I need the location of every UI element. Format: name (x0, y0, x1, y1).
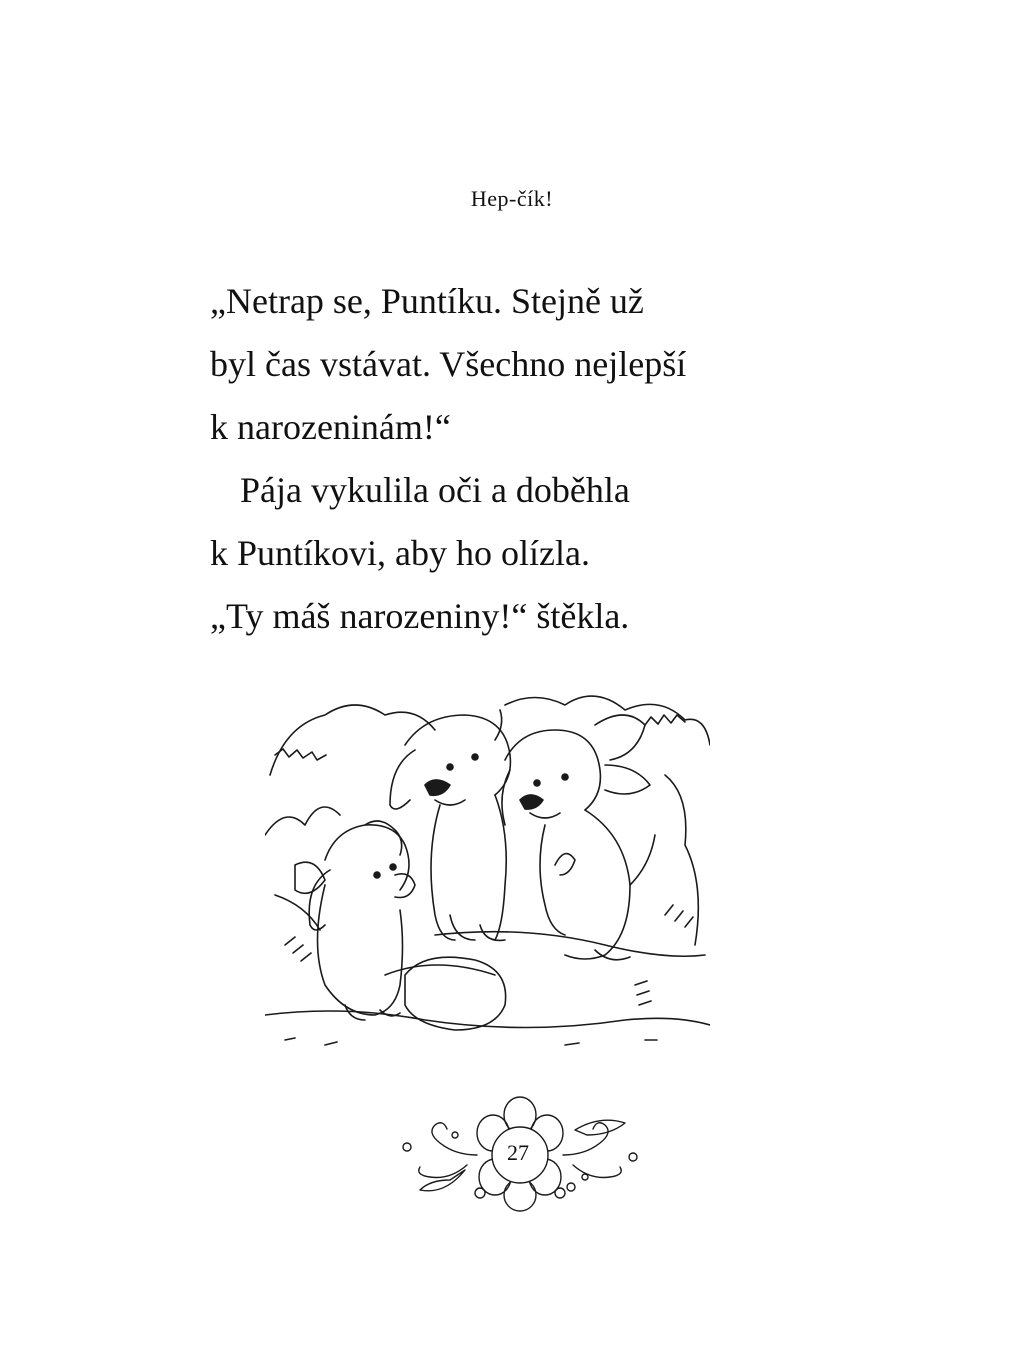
puppies-illustration-icon (265, 685, 710, 1060)
story-line: byl čas vstávat. Všechno nejlepší (210, 344, 687, 384)
story-text (210, 270, 810, 648)
running-header: Hep-čík! (470, 186, 554, 211)
story-line: Pája vykulila oči a doběhla (240, 470, 630, 510)
page-number: 27 (507, 1140, 529, 1165)
story-line: k Puntíkovi, aby ho olízla. (210, 533, 590, 573)
story-line: „Netrap se, Puntíku. Stejně už (210, 281, 644, 321)
story-line: „Ty máš narozeniny!“ štěkla. (210, 596, 630, 636)
story-line: k narozeninám!“ (210, 407, 451, 447)
